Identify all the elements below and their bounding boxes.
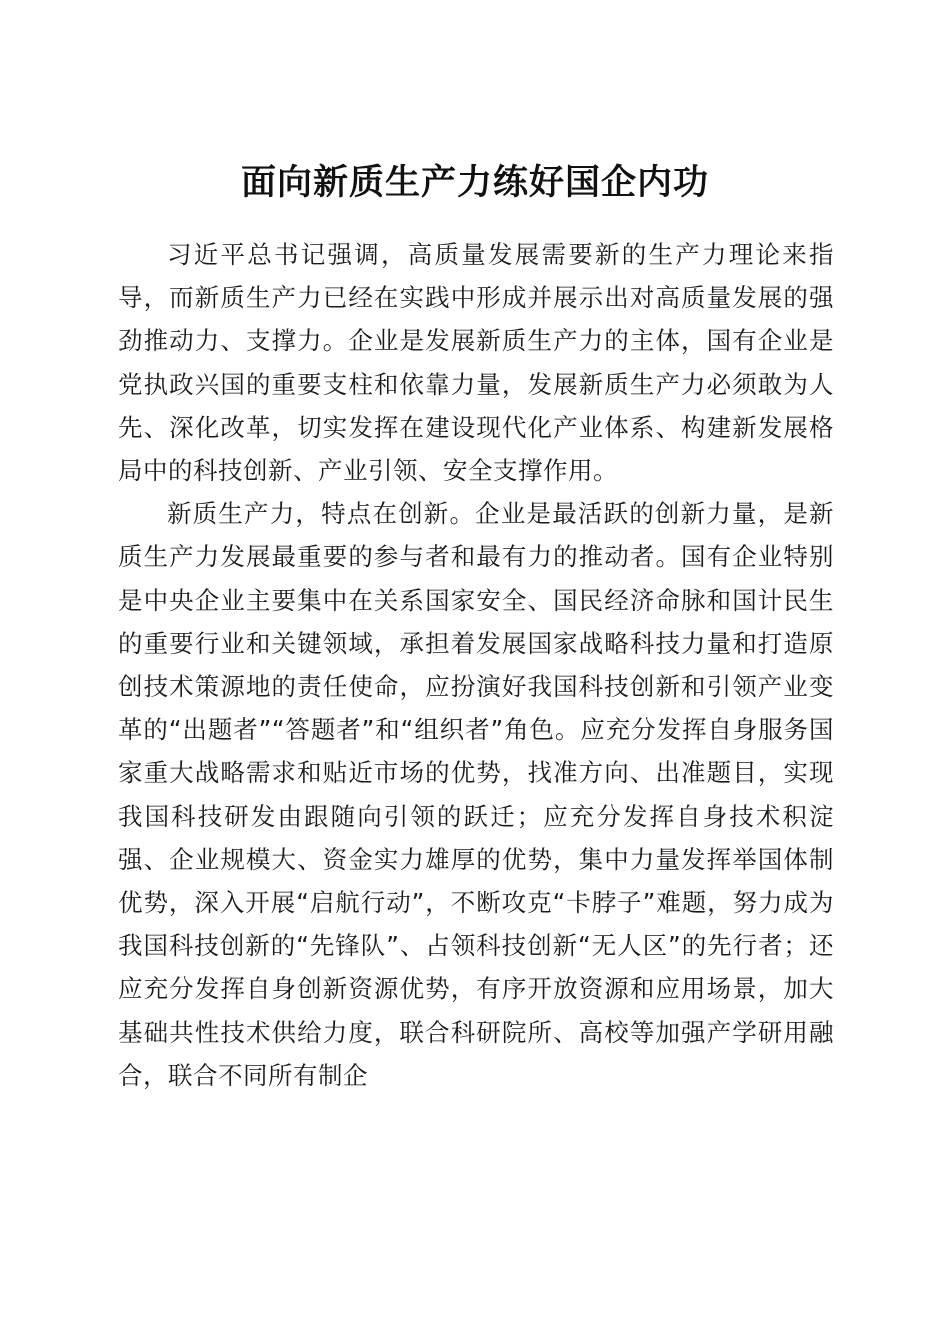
document-body <box>118 233 834 1097</box>
paragraph-1: 习近平总书记强调，高质量发展需要新的生产力理论来指导，而新质生产力已经在实践中形成并展示出对高质量发展的强劲推动力、支撑力。企业是发展新质生产力的主体，国有企业是党执政兴国的重要支柱和依靠力量，发展新质生产力必须敢为人先、深化改革，切实发挥在建设现代化产业体系、构建新发展格局中的科技创新、产业引领、安全支撑作用。 <box>118 240 834 486</box>
paragraph-2: 新质生产力，特点在创新。企业是最活跃的创新力量，是新质生产力发展最重要的参与者和最有力的推动者。国有企业特别是中央企业主要集中在关系国家安全、国民经济命脉和国计民生的重要行业和关键领域，承担着发展国家战略科技力量和打造原创技术策源地的责任使命，应扮演好我国科技创新和引领产业变革的“出题者”“答题者”和“组织者”角色。应充分发挥自身服务国家重大战略需求和贴近市场的优势，找准方向、出准题目，实现我国科技研发由跟随向引领的跃迁；应充分发挥自身技术积淀强、企业规模大、资金实力雄厚的优势，集中力量发挥举国体制优势，深入开展“启航行动”，不断攻克“卡脖子”难题，努力成为我国科技创新的“先锋队”、占领科技创新“无人区”的先行者；还应充分发挥自身创新资源优势，有序开放资源和应用场景，加大基础共性技术供给力度，联合科研院所、高校等加强产学研用融合，联合不同所有制企 <box>118 499 834 1090</box>
document-title: 面向新质生产力练好国企内功 <box>240 162 709 204</box>
